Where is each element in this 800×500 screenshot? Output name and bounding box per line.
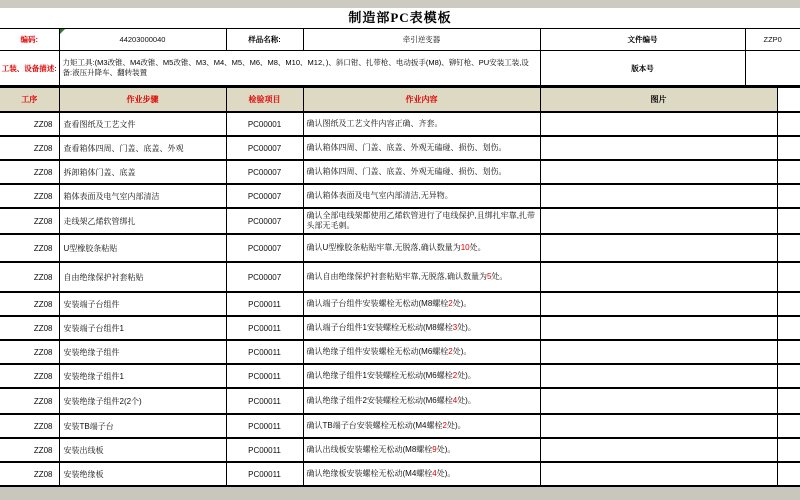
content-text-after: 处)。 (457, 396, 476, 405)
process-cell[interactable]: ZZ08 (0, 262, 59, 292)
step-cell[interactable]: 安装端子台组件 (59, 292, 226, 316)
step-cell[interactable]: 安装端子台组件1 (59, 316, 226, 340)
column-header-content[interactable]: 作业内容 (303, 87, 540, 112)
process-cell[interactable]: ZZ08 (0, 208, 59, 234)
inspection-code-cell[interactable]: PC00007 (226, 262, 303, 292)
picture-cell[interactable] (540, 184, 777, 208)
edge-cell (777, 208, 800, 234)
content-cell[interactable] (303, 160, 540, 184)
table-row (0, 462, 800, 486)
picture-cell[interactable] (540, 136, 777, 160)
column-header-process[interactable]: 工序 (0, 87, 59, 112)
content-text-after: 处)。 (446, 421, 466, 430)
table-row (0, 112, 800, 136)
table-row (0, 160, 800, 184)
step-cell[interactable]: 箱体表面及电气室内部清洁 (59, 184, 226, 208)
inspection-code-cell[interactable]: PC00001 (226, 112, 303, 136)
content-number: 4 (452, 396, 458, 405)
content-number: 5 (486, 272, 492, 281)
process-cell[interactable]: ZZ08 (0, 438, 59, 462)
error-flag-triangle (60, 29, 65, 34)
content-text-after: 处。 (469, 243, 486, 252)
edge-cell (777, 438, 800, 462)
edge-cell (777, 262, 800, 292)
content-number: 4 (432, 469, 437, 478)
content-cell[interactable] (303, 364, 540, 388)
content-text: 确认TB端子台安装螺栓无松动(M4螺栓 (306, 421, 443, 430)
edge-cell (777, 160, 800, 184)
table-row (0, 208, 800, 234)
column-header-edge (777, 87, 800, 112)
content-text: 确认自由绝缘保护衬套粘贴牢靠,无脱落,确认数量为 (306, 272, 487, 281)
version-value-cell[interactable] (745, 51, 800, 86)
column-header-step[interactable]: 作业步骤 (59, 87, 226, 112)
step-cell[interactable]: 安装绝缘子组件 (59, 340, 226, 364)
content-text: 确认出线板安装螺栓无松动(M8螺栓 (306, 445, 433, 454)
inspection-code-cell[interactable]: PC00011 (226, 364, 303, 388)
window-top-edge (0, 0, 800, 8)
inspection-code-cell[interactable]: PC00011 (226, 292, 303, 316)
content-text-after: 处)。 (452, 347, 472, 356)
process-cell[interactable]: ZZ08 (0, 184, 59, 208)
process-cell[interactable]: ZZ08 (0, 160, 59, 184)
process-cell[interactable]: ZZ08 (0, 414, 59, 438)
table-row (0, 234, 800, 262)
column-header-picture[interactable]: 图片 (540, 87, 777, 112)
inspection-code-cell[interactable]: PC00011 (226, 340, 303, 364)
content-cell[interactable] (303, 184, 540, 208)
doc-number-value-cell[interactable]: ZZP0 (745, 29, 800, 51)
inspection-code-cell[interactable]: PC00011 (226, 316, 303, 340)
content-text: 确认端子台组件1安装螺栓无松动(M8螺栓 (306, 323, 453, 332)
process-cell[interactable]: ZZ08 (0, 462, 59, 486)
picture-cell[interactable] (540, 208, 777, 234)
content-text-after: 处)。 (457, 371, 476, 380)
content-text: 确认绝缘子组件2安装螺栓无松动(M6螺栓 (306, 396, 453, 405)
process-cell[interactable]: ZZ08 (0, 340, 59, 364)
inspection-code-cell[interactable]: PC00011 (226, 414, 303, 438)
content-text: 确认端子台组件安装螺栓无松动(M8螺栓 (306, 299, 449, 308)
picture-cell[interactable] (540, 388, 777, 414)
process-cell[interactable]: ZZ08 (0, 112, 59, 136)
picture-cell[interactable] (540, 438, 777, 462)
step-cell[interactable]: 安装出线板 (59, 438, 226, 462)
edge-cell (777, 414, 800, 438)
step-cell[interactable]: 安装绝缘子组件2(2个) (59, 388, 226, 414)
edge-cell (777, 292, 800, 316)
code-value-cell[interactable] (59, 29, 226, 51)
edge-cell (777, 184, 800, 208)
code-value: 44203000040 (119, 35, 166, 44)
content-text: 确认U型橡胶条粘贴牢靠,无脱落,确认数量为 (306, 243, 461, 252)
process-cell[interactable]: ZZ08 (0, 388, 59, 414)
content-text: 确认箱体四周、门盖、底盖、外观无磕碰、损伤、划伤。 (306, 143, 507, 152)
content-number: 2 (448, 347, 453, 356)
content-text: 确认箱体四周、门盖、底盖、外观无磕碰、损伤、划伤。 (306, 167, 507, 176)
info-block (0, 28, 800, 86)
table-header-row (0, 87, 800, 112)
content-cell[interactable] (303, 292, 540, 316)
content-number: 2 (448, 299, 453, 308)
table-row (0, 292, 800, 316)
content-number: 10 (460, 243, 470, 252)
edge-cell (777, 136, 800, 160)
step-cell[interactable]: U型橡胶条粘贴 (59, 234, 226, 262)
content-text: 确认绝缘子组件安装螺栓无松动(M6螺栓 (306, 347, 449, 356)
picture-cell[interactable] (540, 262, 777, 292)
content-cell[interactable] (303, 438, 540, 462)
step-cell[interactable]: 查看图纸及工艺文件 (59, 112, 226, 136)
picture-cell[interactable] (540, 340, 777, 364)
process-cell[interactable]: ZZ08 (0, 364, 59, 388)
content-text: 确认箱体表面及电气室内部清洁,无异物。 (306, 191, 453, 200)
picture-cell[interactable] (540, 364, 777, 388)
inspection-code-cell[interactable]: PC00007 (226, 184, 303, 208)
content-cell[interactable] (303, 340, 540, 364)
content-cell[interactable] (303, 388, 540, 414)
step-cell[interactable]: 安装TB端子台 (59, 414, 226, 438)
inspection-code-cell[interactable]: PC00011 (226, 462, 303, 486)
table-row (0, 388, 800, 414)
picture-cell[interactable] (540, 112, 777, 136)
content-text-after: 处)。 (436, 469, 456, 478)
tooling-label: 工装、设备描述: (0, 51, 59, 86)
table-row (0, 414, 800, 438)
content-text: 确认全部电线架都使用乙烯软管进行了电线保护,且绑扎牢靠,扎带头部无毛刺。 (306, 211, 535, 230)
content-text-after: 处)。 (436, 445, 456, 454)
content-cell[interactable] (303, 208, 540, 234)
step-cell[interactable]: 查看箱体四周、门盖、底盖、外观 (59, 136, 226, 160)
content-cell[interactable] (303, 262, 540, 292)
inspection-code-cell[interactable]: PC00007 (226, 208, 303, 234)
table-body (0, 112, 800, 486)
table-row (0, 136, 800, 160)
picture-cell[interactable] (540, 462, 777, 486)
process-cell[interactable]: ZZ08 (0, 292, 59, 316)
edge-cell (777, 112, 800, 136)
info-row-2 (0, 51, 800, 86)
inspection-code-cell[interactable]: PC00011 (226, 438, 303, 462)
edge-cell (777, 364, 800, 388)
table-row (0, 340, 800, 364)
table-row (0, 184, 800, 208)
edge-cell (777, 462, 800, 486)
inspection-code-cell[interactable]: PC00007 (226, 136, 303, 160)
picture-cell[interactable] (540, 160, 777, 184)
content-number: 9 (432, 445, 437, 454)
content-number: 3 (452, 323, 458, 332)
picture-cell[interactable] (540, 292, 777, 316)
table-row (0, 316, 800, 340)
table-row (0, 364, 800, 388)
edge-cell (777, 340, 800, 364)
table-row (0, 262, 800, 292)
inspection-code-cell[interactable]: PC00007 (226, 234, 303, 262)
content-cell[interactable] (303, 462, 540, 486)
content-cell[interactable] (303, 414, 540, 438)
content-text-after: 处)。 (452, 299, 472, 308)
inspection-code-cell[interactable]: PC00007 (226, 160, 303, 184)
info-row-1 (0, 29, 800, 51)
tooling-description-cell[interactable]: 力矩工具:(M3改锥、M4改锥、M5改锥、M3、M4、M5、M6、M8、M10、M12、)、斜口钳、扎带枪、电动扳手(M8)、铆钉枪、PU安装工装,设备:液压升降车、翻转装置 (59, 51, 540, 86)
window-bottom-area (0, 487, 800, 500)
content-cell[interactable] (303, 112, 540, 136)
doc-number-label: 文件编号 (540, 29, 745, 51)
process-table (0, 86, 800, 487)
content-cell[interactable] (303, 136, 540, 160)
content-cell[interactable] (303, 316, 540, 340)
content-cell[interactable] (303, 234, 540, 262)
version-label: 版本号 (540, 51, 745, 86)
content-text: 确认绝缘板安装螺栓无松动(M4螺栓 (306, 469, 433, 478)
process-cell[interactable]: ZZ08 (0, 136, 59, 160)
page-title: 制造部PC表模板 (348, 10, 452, 25)
picture-cell[interactable] (540, 414, 777, 438)
step-cell[interactable]: 安装绝缘板 (59, 462, 226, 486)
content-number: 2 (452, 371, 458, 380)
sample-name-value-cell[interactable]: 牵引逆变器 (303, 29, 540, 51)
column-header-inspect-item[interactable]: 检验项目 (226, 87, 303, 112)
step-cell[interactable]: 自由绝缘保护衬套粘贴 (59, 262, 226, 292)
content-text-after: 处)。 (457, 323, 476, 332)
content-number: 2 (442, 421, 447, 430)
sample-name-label: 样品名称: (226, 29, 303, 51)
edge-cell (777, 234, 800, 262)
content-text-after: 处。 (491, 272, 508, 281)
table-row (0, 438, 800, 462)
edge-cell (777, 316, 800, 340)
process-cell[interactable]: ZZ08 (0, 234, 59, 262)
edge-cell (777, 388, 800, 414)
process-cell[interactable]: ZZ08 (0, 316, 59, 340)
code-label: 编码: (0, 29, 59, 51)
picture-cell[interactable] (540, 234, 777, 262)
step-cell[interactable]: 安装绝缘子组件1 (59, 364, 226, 388)
content-text: 确认图纸及工艺文件内容正确、齐套。 (306, 119, 443, 128)
inspection-code-cell[interactable]: PC00011 (226, 388, 303, 414)
content-text: 确认绝缘子组件1安装螺栓无松动(M6螺栓 (306, 371, 453, 380)
step-cell[interactable]: 走线架乙烯软管绑扎 (59, 208, 226, 234)
step-cell[interactable]: 拆卸箱体门盖、底盖 (59, 160, 226, 184)
picture-cell[interactable] (540, 316, 777, 340)
